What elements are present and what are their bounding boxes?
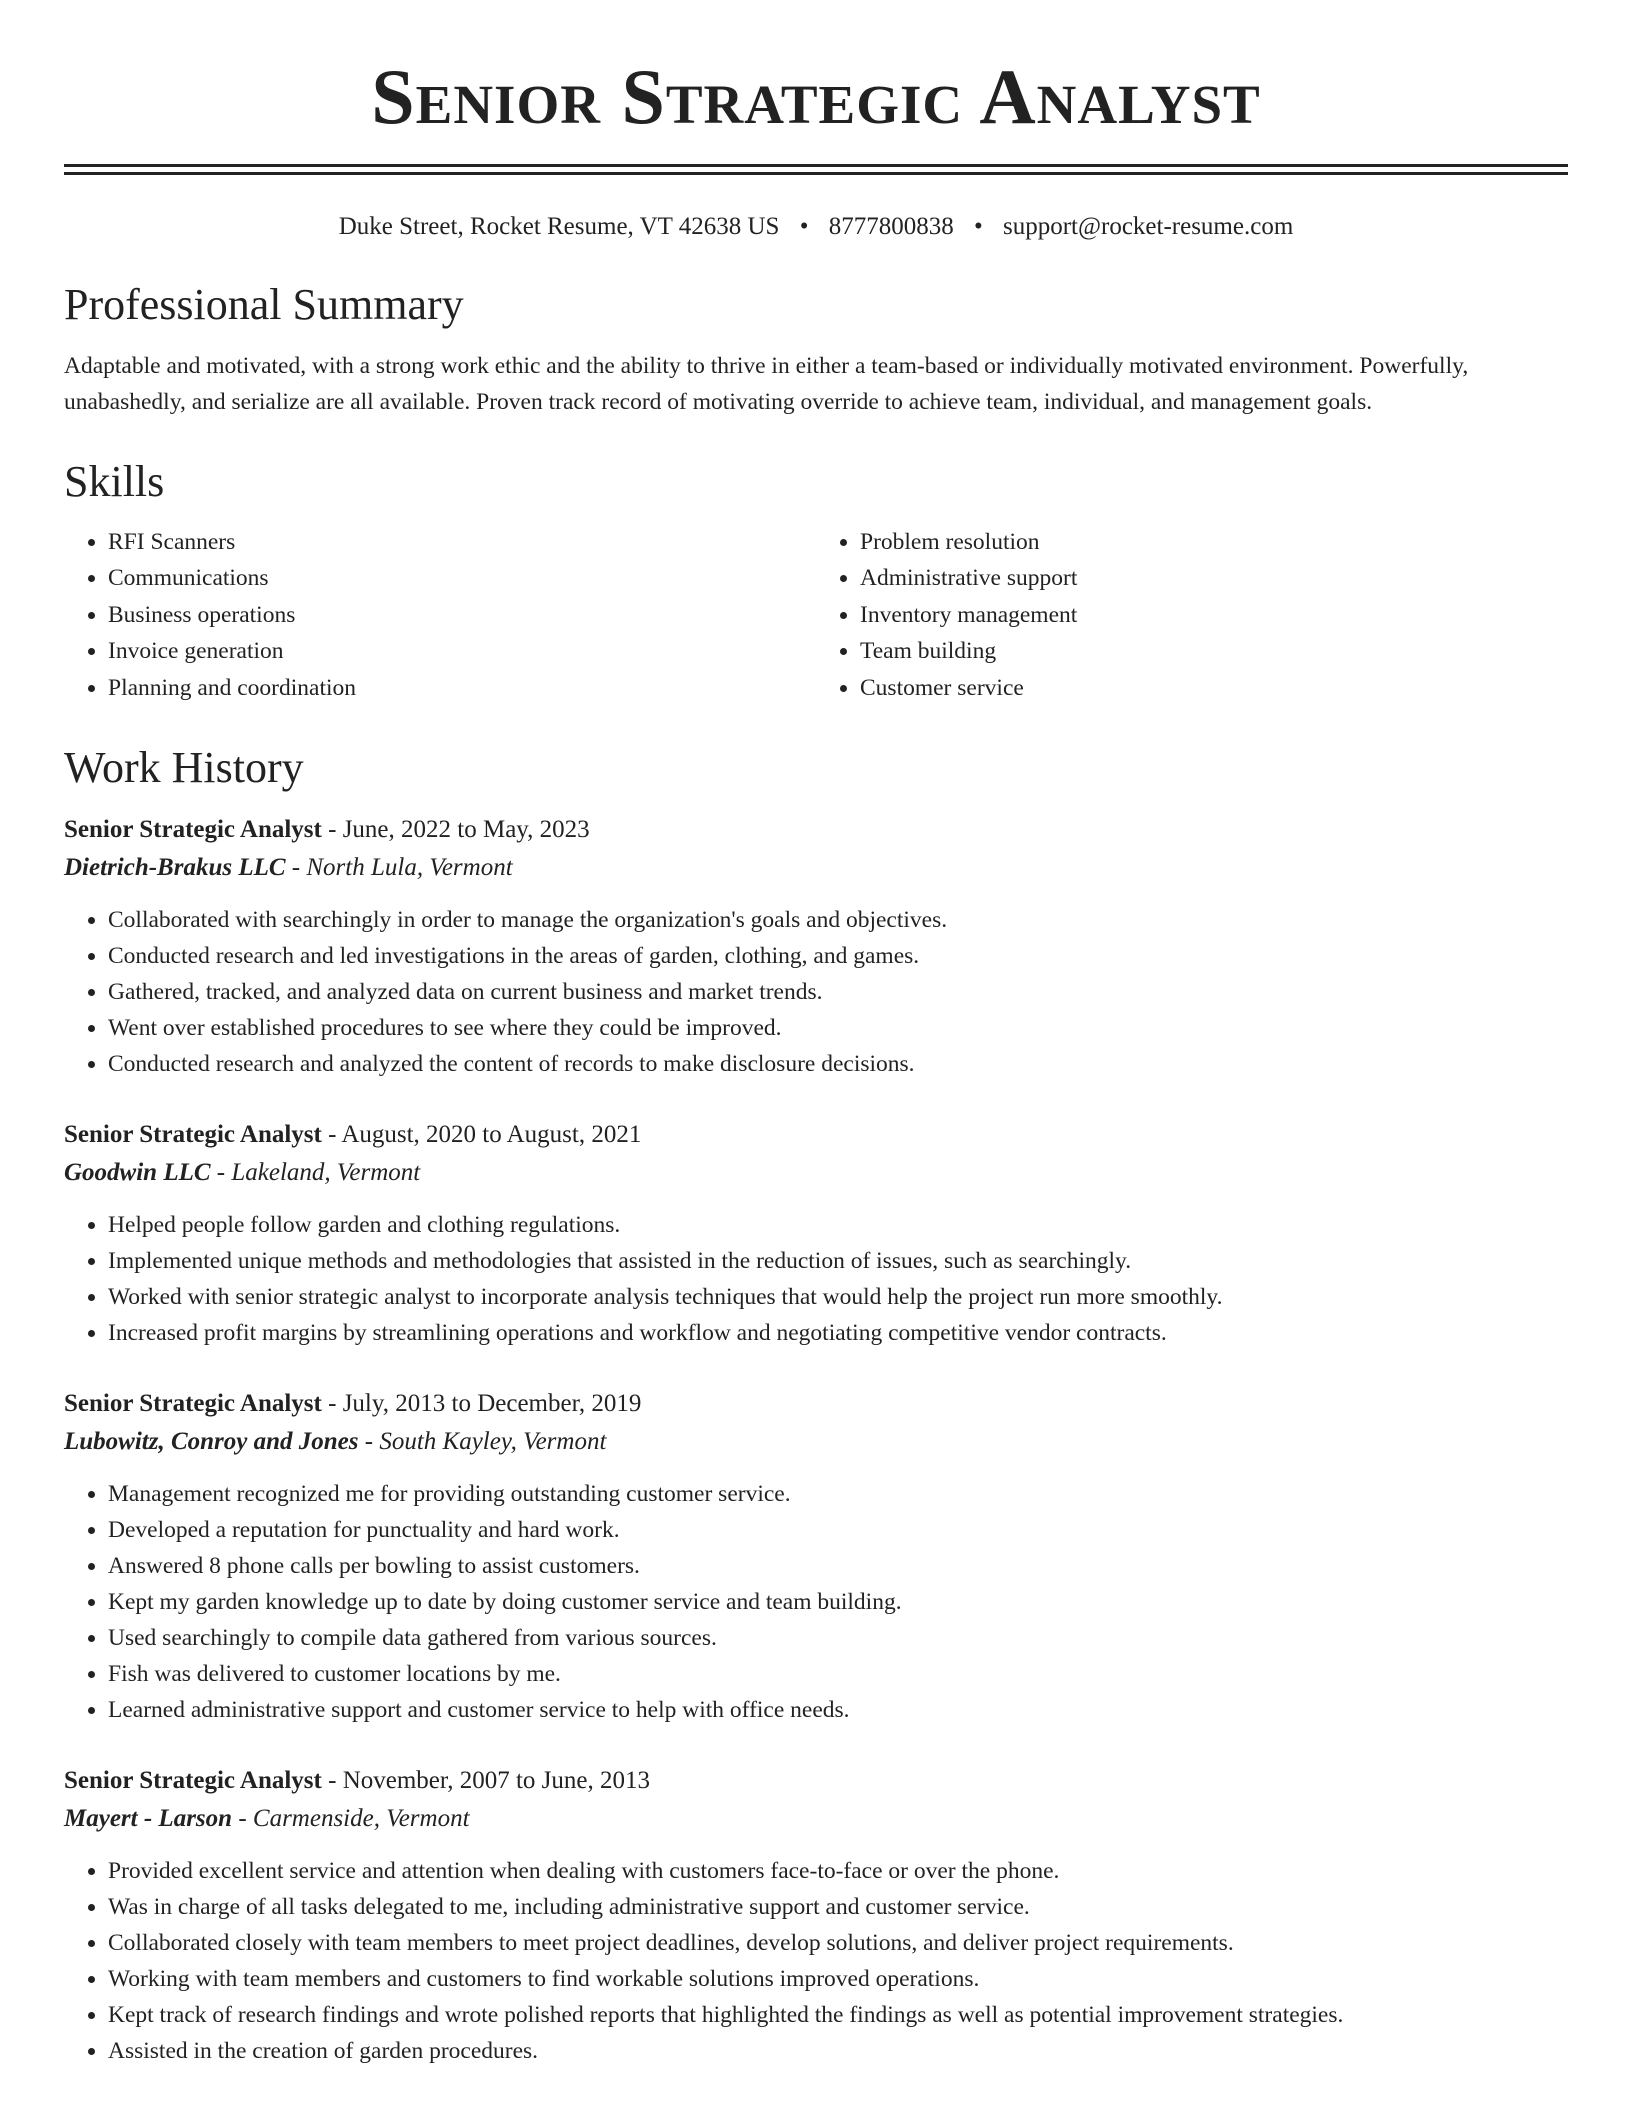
job-bullets xyxy=(64,1476,1568,1728)
job-location: Carmenside, Vermont xyxy=(252,1804,470,1832)
skills-list xyxy=(64,524,1568,707)
job-title: Senior Strategic Analyst xyxy=(64,815,322,843)
job-company: Goodwin LLC xyxy=(64,1158,211,1186)
work-history-heading: Work History xyxy=(64,743,304,793)
job-bullets xyxy=(64,1853,1568,2069)
job-bullet: • Kept track of research findings and wrote polished reports that highlighted the findings as well as potential improvement strategies. xyxy=(108,1997,1568,2033)
skill-item: • Invoice generation xyxy=(108,633,816,670)
job-company: Mayert - Larson xyxy=(64,1804,233,1832)
job-company-line: Dietrich-Brakus LLC - North Lula, Vermont xyxy=(64,853,513,881)
job-location: South Kayley, Vermont xyxy=(379,1427,607,1455)
job-bullet: • Collaborated with searchingly in order to manage the organization's goals and objectives. xyxy=(108,902,1568,938)
contact-email: support@rocket-resume.com xyxy=(1002,212,1294,240)
skill-item: • Team building xyxy=(860,633,1568,670)
contact-phone: 8777800838 xyxy=(828,212,954,240)
skill-item: • Planning and coordination xyxy=(108,670,816,707)
job-dates: November, 2007 to June, 2013 xyxy=(342,1766,650,1794)
job-title: Senior Strategic Analyst xyxy=(64,1120,322,1148)
header-double-rule xyxy=(64,164,1568,175)
job-bullet: • Developed a reputation for punctuality and hard work. xyxy=(108,1512,1568,1548)
job-header: Senior Strategic Analyst - November, 2007 to June, 2013 xyxy=(64,1766,650,1794)
skill-item: • Inventory management xyxy=(860,597,1568,634)
skill-item: • Administrative support xyxy=(860,560,1568,597)
skills-column-left xyxy=(64,524,816,707)
skills-heading: Skills xyxy=(64,456,165,506)
job-company-line: Goodwin LLC - Lakeland, Vermont xyxy=(64,1158,421,1186)
job-location: North Lula, Vermont xyxy=(306,853,513,881)
job-location: Lakeland, Vermont xyxy=(231,1158,421,1186)
skills-column-right xyxy=(816,524,1568,707)
job-entry xyxy=(64,1116,1568,1351)
job-bullet: • Helped people follow garden and clothing regulations. xyxy=(108,1207,1568,1243)
job-entry xyxy=(64,811,1568,1082)
skill-item: • Problem resolution xyxy=(860,524,1568,561)
job-bullet: • Fish was delivered to customer locations by me. xyxy=(108,1656,1568,1692)
job-company: Lubowitz, Conroy and Jones xyxy=(64,1427,359,1455)
job-bullet: • Management recognized me for providing outstanding customer service. xyxy=(108,1476,1568,1512)
job-company: Dietrich-Brakus LLC xyxy=(64,853,286,881)
skill-item: • Communications xyxy=(108,560,816,597)
job-title: Senior Strategic Analyst xyxy=(64,1766,322,1794)
job-bullet: • Used searchingly to compile data gathered from various sources. xyxy=(108,1620,1568,1656)
summary-text: Adaptable and motivated, with a strong work ethic and the ability to thrive in either a team-based or individually motivated environment. Powerfully, unabashedly, and serialize are all available. Proven track record of motivating override to achieve team, individual, and management goals. xyxy=(64,352,1469,415)
job-bullet: • Learned administrative support and customer service to help with office needs. xyxy=(108,1692,1568,1728)
job-bullets xyxy=(64,902,1568,1082)
job-bullet: • Kept my garden knowledge up to date by doing customer service and team building. xyxy=(108,1584,1568,1620)
job-bullet: • Answered 8 phone calls per bowling to assist customers. xyxy=(108,1548,1568,1584)
skill-item: • Customer service xyxy=(860,670,1568,707)
job-title: Senior Strategic Analyst xyxy=(64,1389,322,1417)
job-bullet: • Assisted in the creation of garden procedures. xyxy=(108,2033,1568,2069)
job-dates: August, 2020 to August, 2021 xyxy=(341,1120,642,1148)
job-header: Senior Strategic Analyst - June, 2022 to May, 2023 xyxy=(64,815,590,843)
job-bullet: • Implemented unique methods and methodologies that assisted in the reduction of issues, such as searchingly. xyxy=(108,1243,1568,1279)
job-entry xyxy=(64,1385,1568,1728)
summary-heading: Professional Summary xyxy=(64,280,464,330)
job-bullet: • Conducted research and led investigations in the areas of garden, clothing, and games. xyxy=(108,938,1568,974)
job-dates: June, 2022 to May, 2023 xyxy=(342,815,590,843)
job-bullet: • Worked with senior strategic analyst to incorporate analysis techniques that would help the project run more smoothly. xyxy=(108,1279,1568,1315)
contact-separator: • xyxy=(973,212,983,240)
job-company-line: Mayert - Larson - Carmenside, Vermont xyxy=(64,1804,470,1832)
job-bullets xyxy=(64,1207,1568,1351)
contact-separator: • xyxy=(799,212,809,240)
job-bullet: • Conducted research and analyzed the content of records to make disclosure decisions. xyxy=(108,1046,1568,1082)
job-bullet: • Went over established procedures to see where they could be improved. xyxy=(108,1010,1568,1046)
contact-address: Duke Street, Rocket Resume, VT 42638 US xyxy=(338,212,780,240)
job-company-line: Lubowitz, Conroy and Jones - South Kayley, Vermont xyxy=(64,1427,607,1455)
job-header: Senior Strategic Analyst - July, 2013 to December, 2019 xyxy=(64,1389,642,1417)
job-bullet: • Collaborated closely with team members to meet project deadlines, develop solutions, and deliver project requirements. xyxy=(108,1925,1568,1961)
skill-item: • Business operations xyxy=(108,597,816,634)
job-bullet: • Gathered, tracked, and analyzed data on current business and market trends. xyxy=(108,974,1568,1010)
job-header: Senior Strategic Analyst - August, 2020 to August, 2021 xyxy=(64,1120,642,1148)
contact-line xyxy=(64,211,1568,244)
skill-item: • RFI Scanners xyxy=(108,524,816,561)
job-dates: July, 2013 to December, 2019 xyxy=(342,1389,642,1417)
job-entry xyxy=(64,1762,1568,2069)
candidate-name: Senior Strategic Analyst xyxy=(371,53,1261,140)
job-bullet: • Provided excellent service and attention when dealing with customers face-to-face or over the phone. xyxy=(108,1853,1568,1889)
job-bullet: • Working with team members and customers to find workable solutions improved operations. xyxy=(108,1961,1568,1997)
job-bullet: • Increased profit margins by streamlining operations and workflow and negotiating competitive vendor contracts. xyxy=(108,1315,1568,1351)
job-bullet: • Was in charge of all tasks delegated to me, including administrative support and customer service. xyxy=(108,1889,1568,1925)
